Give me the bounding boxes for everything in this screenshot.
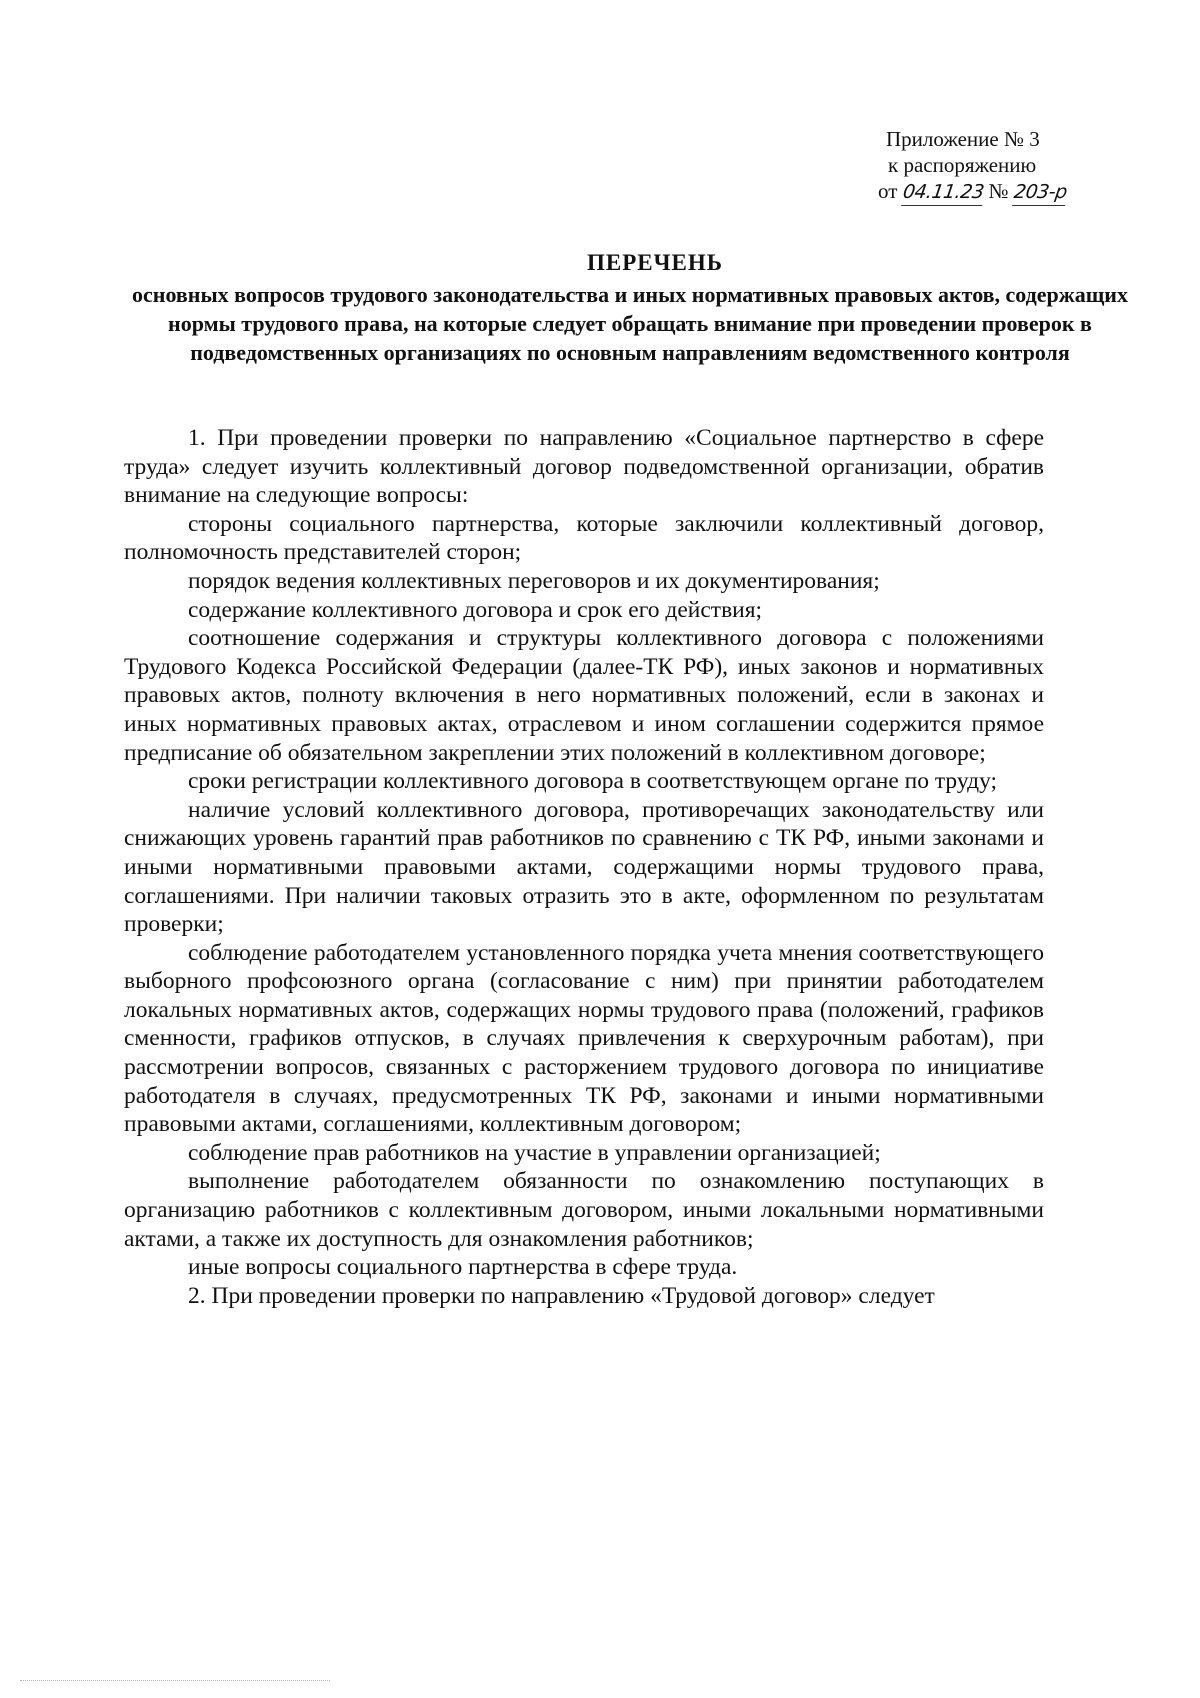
- annex-date-prefix: от: [878, 179, 898, 203]
- paragraph: соблюдение прав работников на участие в управлении организацией;: [188, 1139, 881, 1166]
- handwritten-date: 04.11.23: [901, 179, 985, 206]
- paragraph: порядок ведения коллективных переговоров и их документирования;: [188, 567, 880, 594]
- paragraph: наличие условий коллективного договора, противоречащих законодательству или снижающих уровень гарантий прав работников по сравнению с ТК РФ, иными законами и иными нормативными правовыми актами, содержащими нормы трудового права, соглашениями. При наличии таковых отразить это в акте, оформленном по результатам проверки;: [124, 796, 1044, 938]
- paragraph: соблюдение работодателем установленного порядка учета мнения соответствующего выборного профсоюзного органа (согласование с ним) при принятии работодателем локальных нормативных актов, содержащих нормы трудового права (положений, графиков сменности, графиков отпусков, в случаях привлечения к сверхурочным работам), при рассмотрении вопросов, связанных с расторжением трудового договора по инициативе работодателя в случаях, предусмотренных ТК РФ, законами и иными нормативными правовыми актами, соглашениями, коллективным договором;: [124, 939, 1044, 1138]
- handwritten-order-number: 203-р: [1012, 179, 1068, 206]
- paragraph: иные вопросы социального партнерства в сфере труда.: [188, 1254, 738, 1281]
- paragraph: сроки регистрации коллективного договора в соответствующем органе по труду;: [188, 768, 998, 795]
- annex-number-label: №: [988, 179, 1009, 203]
- paragraph: выполнение работодателем обязанности по ознакомлению поступающих в организацию работников с коллективным договором, иными локальными нормативными актами, а также их доступность для ознакомления работников;: [124, 1168, 1044, 1252]
- paragraph: стороны социального партнерства, которые заключили коллективный договор, полномочность представителей сторон;: [124, 510, 1044, 566]
- paragraph: 2. При проведении проверки по направлению «Трудовой договор» следует: [188, 1282, 935, 1309]
- annex-number: Приложение № 3: [886, 127, 1040, 151]
- paragraph: соотношение содержания и структуры коллективного договора с положениями Трудового Кодекса Российской Федерации (далее-ТК РФ), иных законов и нормативных правовых актов, полноту включения в него нормативных положений, если в законах и иных нормативных правовых актах, отраслевом и ином соглашении содержится прямое предписание об обязательном закреплении этих положений в коллективном договоре;: [124, 625, 1044, 766]
- annex-reference: к распоряжению: [888, 153, 1037, 177]
- annex-date-line: [878, 178, 1068, 206]
- scan-artifact-line: [20, 1680, 330, 1683]
- paragraph: 1. При проведении проверки по направлению «Социальное партнерство в сфере труда» следует изучить коллективный договор подведомственной организации, обратив внимание на следующие вопросы:: [124, 425, 1044, 509]
- document-body: [124, 424, 1044, 1310]
- paragraph: содержание коллективного договора и срок его действия;: [188, 596, 763, 623]
- document-title: ПЕРЕЧЕНЬ: [587, 250, 723, 275]
- document-subtitle: основных вопросов трудового законодательства и иных нормативных правовых актов, содержащих нормы трудового права, на которые следует обращать внимание при проведении проверок в подведомственных организациях по основным направлениям ведомственного контроля: [132, 282, 1128, 365]
- annex-header: [878, 126, 1068, 206]
